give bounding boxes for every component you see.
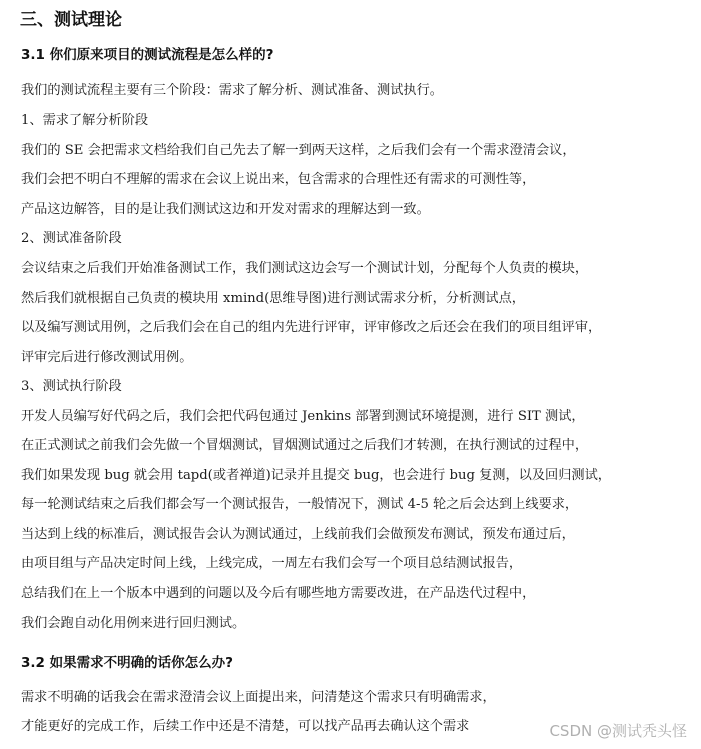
phase3-line: 每一轮测试结束之后我们都会写一个测试报告，一般情况下，测试 4-5 轮之后会达到上线要求，	[21, 497, 579, 512]
phase1-line: 我们会把不明白不理解的需求在会议上说出来，包含需求的合理性还有需求的可测性等，	[21, 172, 536, 187]
section-title: 三、测试理论	[20, 10, 122, 30]
phase3-title: 3、测试执行阶段	[21, 379, 122, 394]
phase3-line: 在正式测试之前我们会先做一个冒烟测试，冒烟测试通过之后我们才转测，在执行测试的过程中，	[21, 438, 589, 453]
phase2-line: 会议结束之后我们开始准备测试工作，我们测试这边会写一个测试计划，分配每个人负责的模块，	[21, 261, 589, 276]
phase2-title: 2、测试准备阶段	[21, 231, 122, 246]
question-2-heading: 3.2 如果需求不明确的话你怎么办?	[21, 655, 233, 671]
q2-line: 需求不明确的话我会在需求澄清会议上面提出来，问清楚这个需求只有明确需求，	[21, 690, 496, 705]
phase3-line: 由项目组与产品决定时间上线，上线完成，一周左右我们会写一个项目总结测试报告，	[21, 556, 523, 571]
phase1-title: 1、需求了解分析阶段	[21, 113, 149, 128]
phase2-line: 评审完后进行修改测试用例。	[21, 350, 193, 365]
question-1-heading: 3.1 你们原来项目的测试流程是怎么样的?	[21, 47, 274, 63]
csdn-watermark: CSDN @测试秃头怪	[549, 722, 687, 740]
phase3-line: 我们会跑自动化用例来进行回归测试。	[21, 616, 246, 631]
phase1-line: 我们的 SE 会把需求文档给我们自己先去了解一到两天这样，之后我们会有一个需求澄清会议，	[21, 143, 576, 158]
phase3-line: 总结我们在上一个版本中遇到的问题以及今后有哪些地方需要改进，在产品迭代过程中，	[21, 586, 536, 601]
q1-intro: 我们的测试流程主要有三个阶段：需求了解分析、测试准备、测试执行。	[21, 83, 443, 98]
q2-line: 才能更好的完成工作，后续工作中还是不清楚，可以找产品再去确认这个需求	[21, 719, 470, 734]
phase2-line: 然后我们就根据自己负责的模块用 xmind(思维导图)进行测试需求分析，分析测试点，	[21, 291, 525, 306]
phase2-line: 以及编写测试用例，之后我们会在自己的组内先进行评审，评审修改之后还会在我们的项目组评审，	[21, 320, 602, 335]
phase3-line: 开发人员编写好代码之后，我们会把代码包通过 Jenkins 部署到测试环境提测，进行 SIT 测试，	[21, 409, 585, 424]
phase1-line: 产品这边解答，目的是让我们测试这边和开发对需求的理解达到一致。	[21, 202, 430, 217]
phase3-line: 当达到上线的标准后，测试报告会认为测试通过，上线前我们会做预发布测试，预发布通过后，	[21, 527, 575, 542]
phase3-line: 我们如果发现 bug 就会用 tapd(或者禅道)记录并且提交 bug，也会进行 bug 复测，以及回归测试，	[21, 468, 611, 483]
